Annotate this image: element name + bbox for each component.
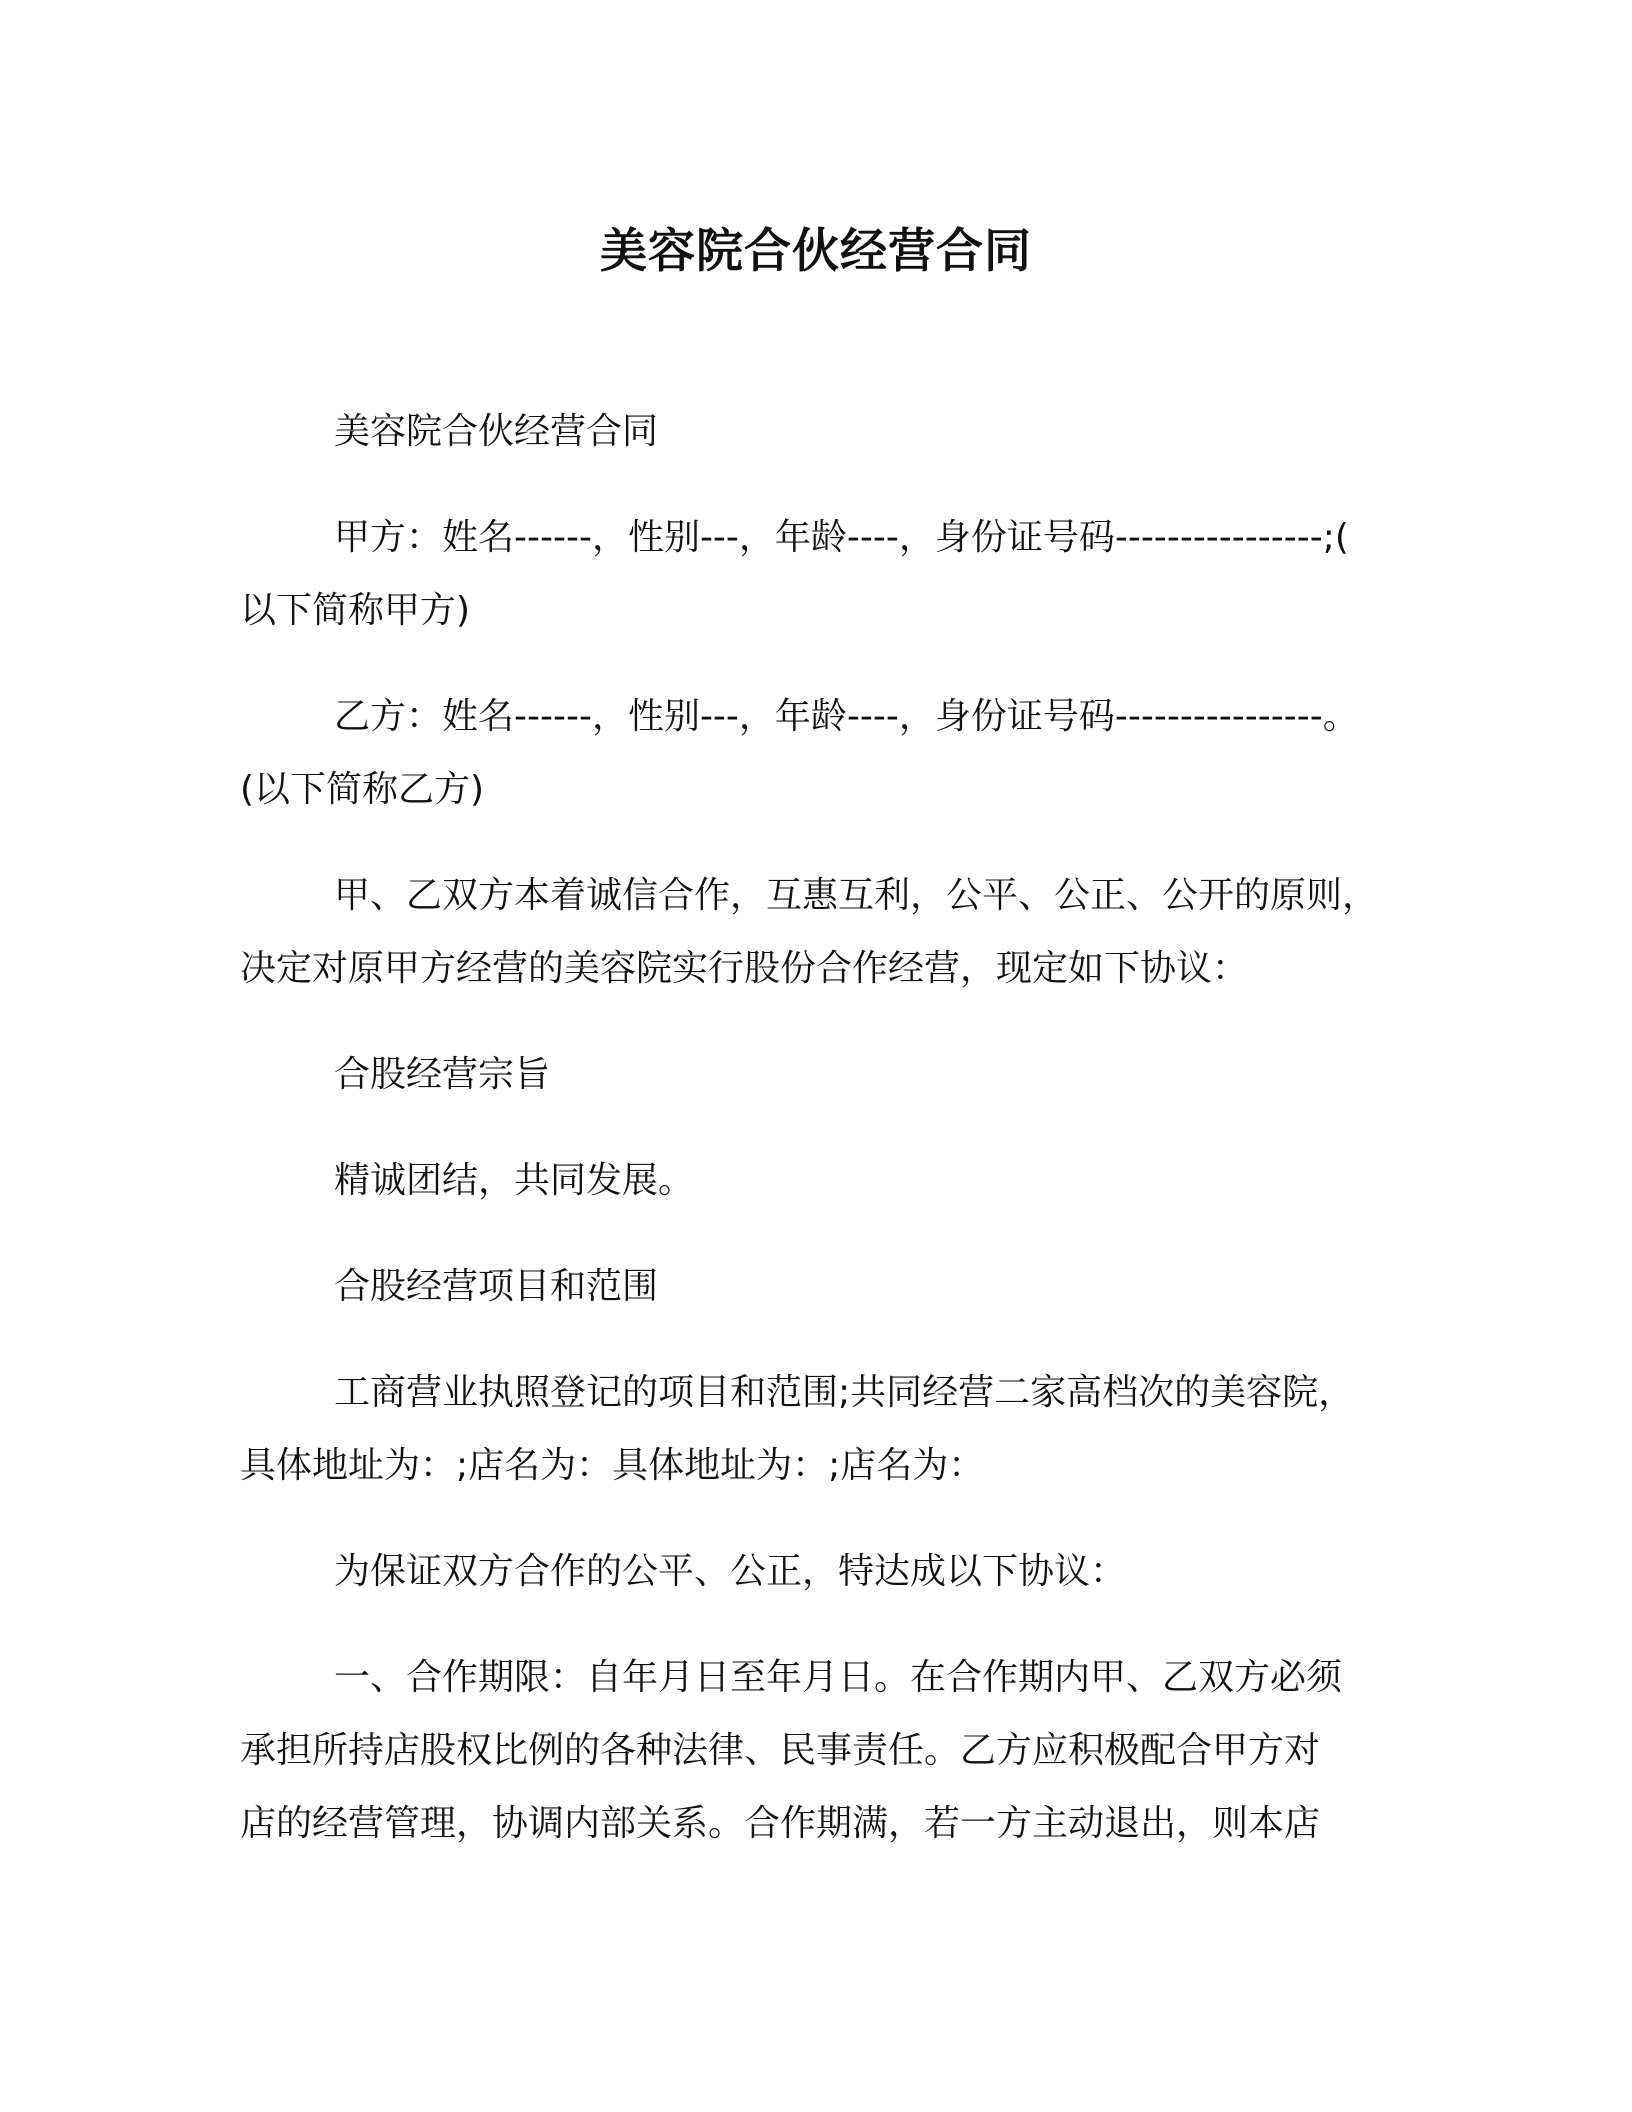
paragraph-party-a [240, 501, 1392, 647]
document-title: 美容院合伙经营合同 [600, 224, 1032, 279]
paragraph-scope-heading [240, 1250, 1392, 1323]
paragraph-principles [240, 859, 1392, 1005]
paragraph-purpose [240, 1144, 1392, 1217]
text-line: 甲、乙双方本着诚信合作，互惠互利，公平、公正、公开的原则， [334, 875, 1379, 916]
text-line: 美容院合伙经营合同 [334, 411, 659, 452]
text-line: (以下简称乙方) [240, 769, 485, 810]
text-line: 以下简称甲方) [240, 590, 471, 631]
text-line: 为保证双方合作的公平、公正，特达成以下协议： [334, 1551, 1127, 1592]
text-line: 合股经营项目和范围 [334, 1266, 659, 1307]
paragraph-clause-1 [240, 1641, 1392, 1860]
paragraph-agreement-intro [240, 1535, 1392, 1608]
text-line: 合股经营宗旨 [334, 1054, 551, 1095]
paragraph-subtitle [240, 395, 1392, 468]
text-line: 一、合作期限：自年月日至年月日。在合作期内甲、乙双方必须 [334, 1657, 1343, 1698]
text-line: 精诚团结，共同发展。 [334, 1160, 695, 1201]
text-line: 工商营业执照登记的项目和范围;共同经营二家高档次的美容院， [334, 1372, 1355, 1413]
text-line: 具体地址为：;店名为：具体地址为：;店名为： [240, 1445, 985, 1486]
text-line: 甲方：姓名------，性别---，年龄----，身份证号码----------------;( [334, 517, 1349, 558]
text-line: 店的经营管理，协调内部关系。合作期满，若一方主动退出，则本店 [240, 1803, 1321, 1844]
text-line: 乙方：姓名------，性别---，年龄----，身份证号码----------------。 [334, 696, 1359, 737]
text-line: 决定对原甲方经营的美容院实行股份合作经营，现定如下协议： [240, 948, 1249, 989]
paragraph-scope [240, 1356, 1392, 1502]
document-body [240, 395, 1392, 1893]
paragraph-party-b [240, 680, 1392, 826]
paragraph-purpose-heading [240, 1038, 1392, 1111]
text-line: 承担所持店股权比例的各种法律、民事责任。乙方应积极配合甲方对 [240, 1730, 1321, 1771]
